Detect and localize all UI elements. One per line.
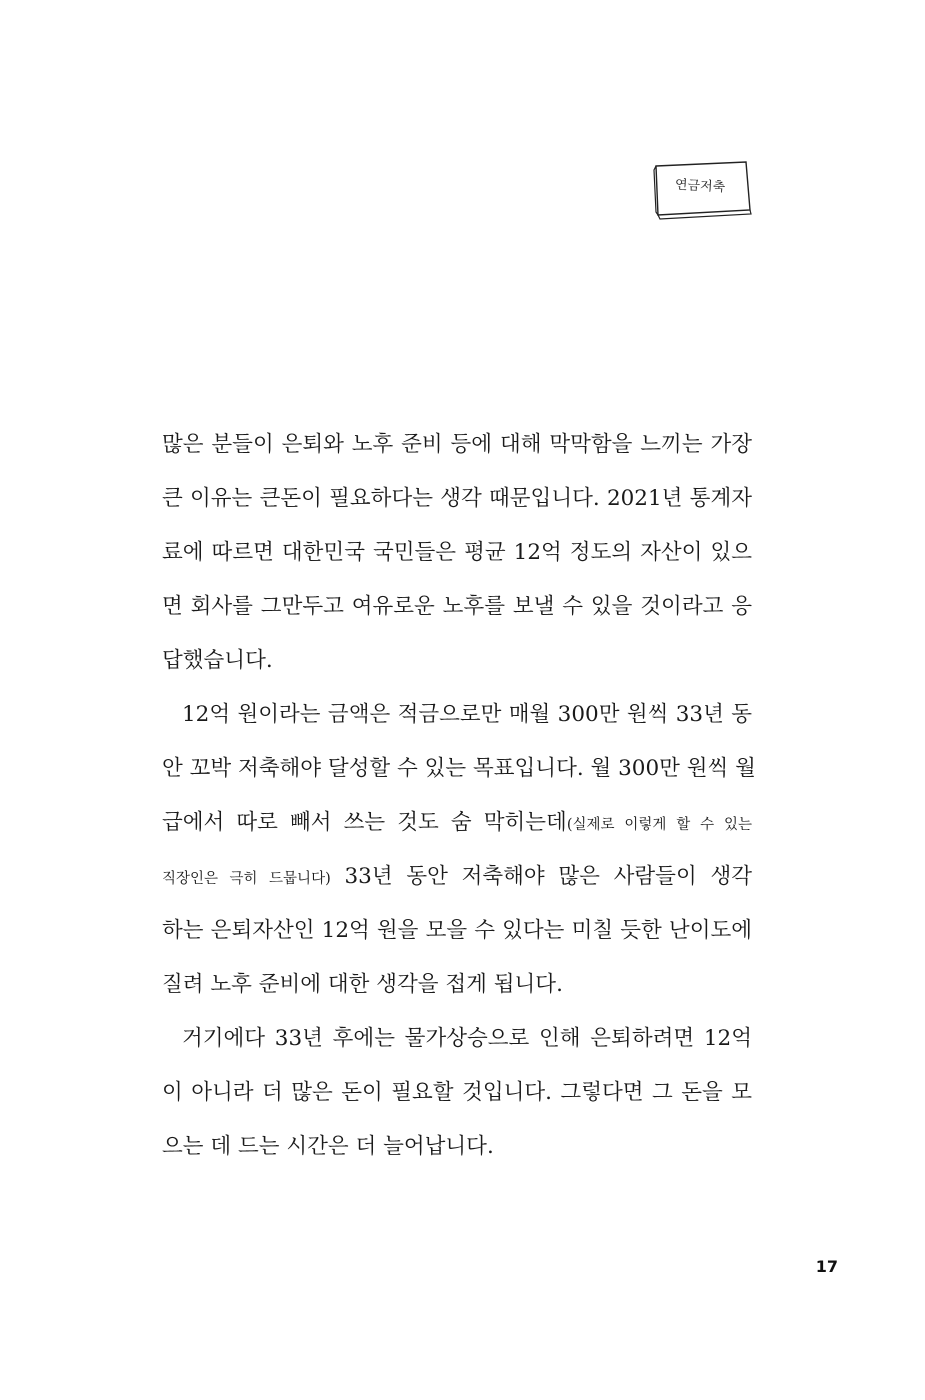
- text-line: 이 아니라 더 많은 돈이 필요할 것입니다. 그렇다면 그 돈을 모: [162, 1080, 752, 1105]
- text-line: 료에 따르면 대한민국 국민들은 평균 12억 정도의 자산이 있으: [162, 540, 752, 565]
- text-line: 답했습니다.: [162, 648, 273, 673]
- paragraph-2: [162, 688, 756, 1012]
- text-line: 거기에다 33년 후에는 물가상승으로 인해 은퇴하려면 12억: [182, 1026, 752, 1051]
- text-line: 질려 노후 준비에 대한 생각을 접게 됩니다.: [162, 972, 563, 997]
- text-line: 많은 분들이 은퇴와 노후 준비 등에 대해 막막함을 느끼는 가장: [162, 432, 752, 457]
- text-line: 12억 원이라는 금액은 적금으로만 매월 300만 원씩 33년 동: [182, 702, 752, 727]
- text-line-main: 급에서 따로 빼서 쓰는 것도 숨 막히는데: [162, 810, 567, 835]
- paragraph-1: [162, 418, 752, 688]
- section-tag: [650, 160, 754, 222]
- text-line: 으는 데 드는 시간은 더 늘어납니다.: [162, 1134, 494, 1159]
- aside-note-end: 직장인은 극히 드뭅니다): [162, 871, 331, 887]
- page-number: 17: [815, 1257, 838, 1276]
- text-line: [162, 850, 752, 904]
- text-line: [162, 796, 752, 850]
- text-line: 안 꼬박 저축해야 달성할 수 있는 목표입니다. 월 300만 원씩 월: [162, 756, 756, 781]
- text-line: 큰 이유는 큰돈이 필요하다는 생각 때문입니다. 2021년 통계자: [162, 486, 752, 511]
- text-line: 면 회사를 그만두고 여유로운 노후를 보낼 수 있을 것이라고 응: [162, 594, 752, 619]
- text-line: 하는 은퇴자산인 12억 원을 모을 수 있다는 미칠 듯한 난이도에: [162, 918, 752, 943]
- section-tag-label: 연금저축: [674, 177, 726, 196]
- body-text: [162, 418, 756, 1174]
- text-line-rest: 33년 동안 저축해야 많은 사람들이 생각: [330, 864, 752, 889]
- aside-note-start: (실제로 이렇게 할 수 있는: [566, 817, 752, 833]
- paragraph-3: [162, 1012, 752, 1174]
